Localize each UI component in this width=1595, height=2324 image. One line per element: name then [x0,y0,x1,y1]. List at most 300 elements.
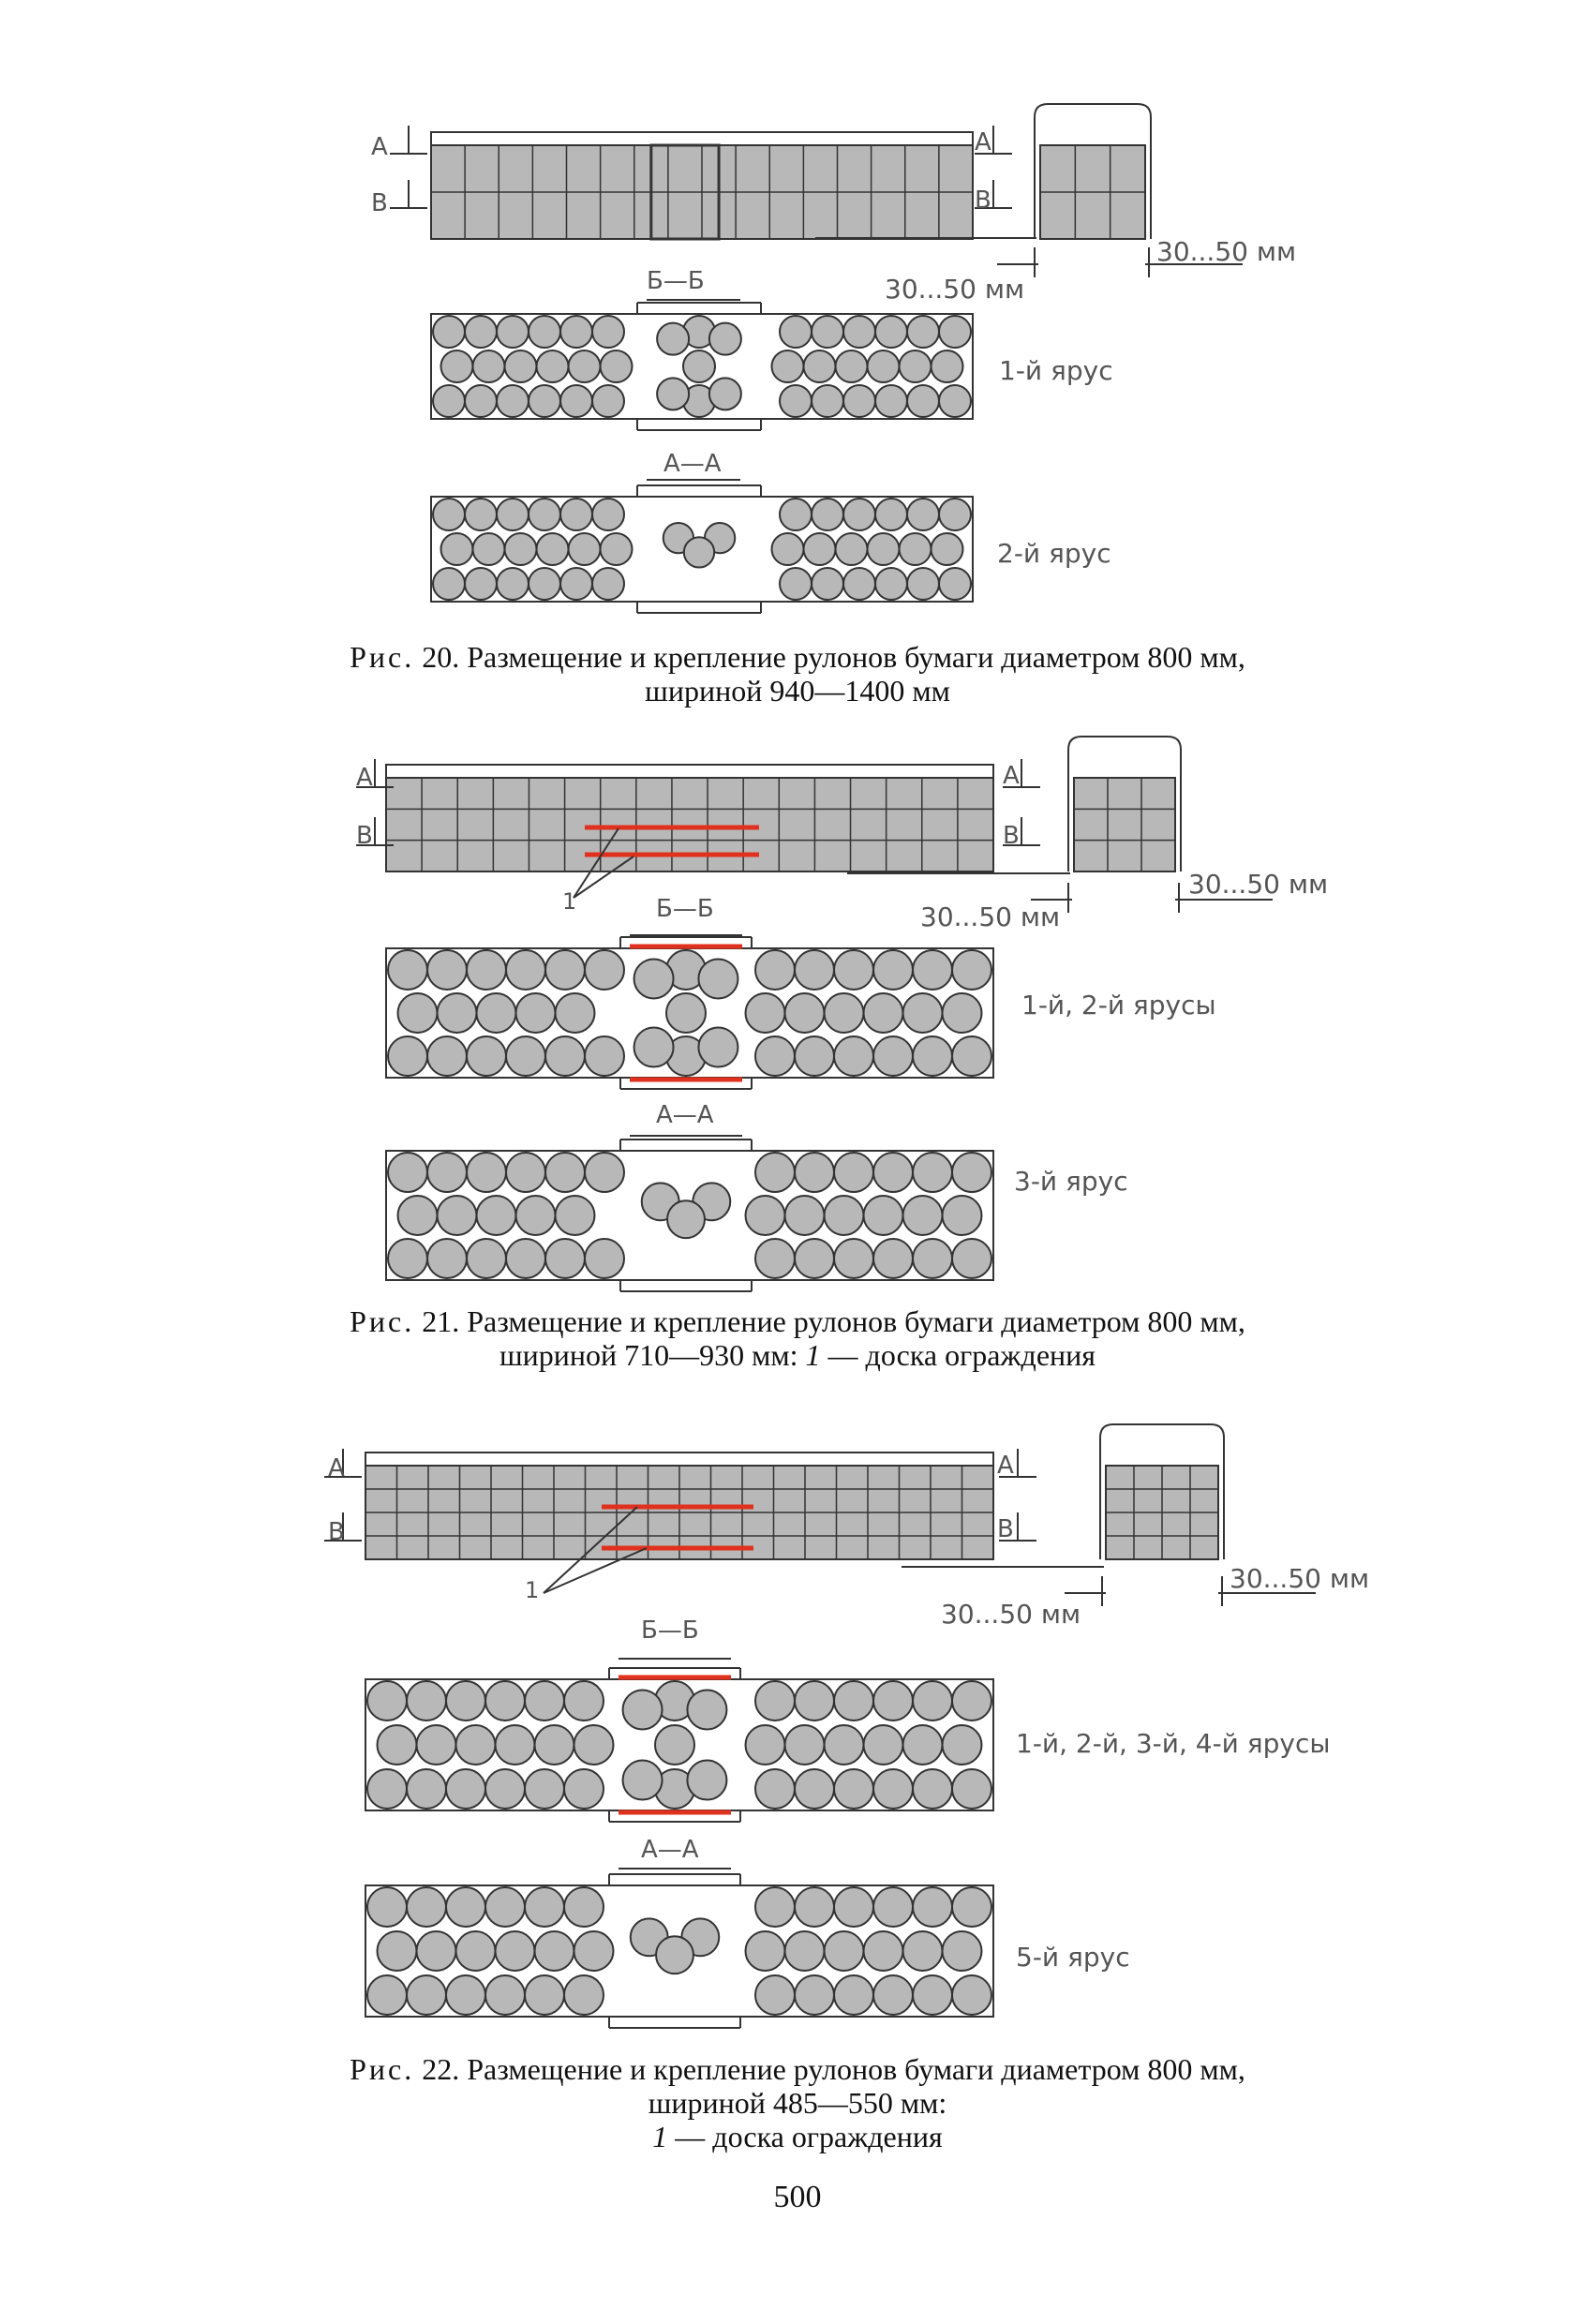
ruler-label-b-right: В [975,186,991,215]
paper-roll [535,1931,574,1971]
paper-roll [556,1196,595,1235]
caption-lead: Рис. [350,1304,415,1338]
paper-roll [864,1931,903,1971]
paper-roll [516,1196,556,1235]
paper-roll [407,1887,446,1927]
paper-roll [834,1036,873,1076]
ruler-label-a: А [371,133,388,161]
paper-roll [388,950,427,990]
paper-roll [939,385,971,417]
paper-roll [441,533,473,565]
paper-roll [873,1769,913,1809]
section-label-b: Б—Б [641,1616,699,1645]
tier-label-1: 1-й, 2-й, 3-й, 4-й ярусы [1016,1728,1331,1759]
paper-roll [913,950,952,990]
paper-roll [433,316,465,348]
paper-roll [467,1036,506,1076]
paper-roll [825,1196,864,1235]
paper-roll [873,1239,913,1278]
tier-label-2: 2-й ярус [997,538,1111,569]
paper-roll [864,993,903,1033]
tier-label-1: 1-й, 2-й ярусы [1021,990,1216,1020]
paper-roll [785,1196,825,1235]
paper-roll [903,1725,943,1765]
paper-roll [698,959,738,998]
section-label-b: Б—Б [656,895,714,923]
section-a-view [431,480,973,613]
paper-roll [746,1196,785,1235]
paper-roll [939,499,971,530]
paper-roll [473,350,505,382]
callout-label: 1 [525,1577,540,1603]
paper-roll [485,1769,525,1809]
figure-22-drawing [0,1406,1595,2062]
paper-roll [952,950,991,990]
section-b-view [386,935,993,1089]
paper-roll [545,1036,585,1076]
paper-roll [537,533,569,565]
paper-roll [812,499,843,530]
paper-roll [913,1975,952,2015]
paper-roll [873,1036,913,1076]
paper-roll [755,1036,795,1076]
paper-roll [687,1761,726,1800]
paper-roll [804,533,836,565]
ruler-label-a-right: А [1003,762,1020,790]
paper-roll [873,1887,913,1927]
paper-roll [657,323,689,355]
paper-roll [943,1725,982,1765]
caption-line-2: шириной 485—550 мм: [648,2086,947,2120]
paper-roll [900,350,932,382]
section-b-view [365,1659,993,1822]
paper-roll [417,1931,456,1971]
paper-roll [564,1769,604,1809]
paper-roll [367,1975,407,2015]
paper-roll [746,1725,785,1765]
paper-roll [525,1887,564,1927]
wagon-roof [431,132,973,145]
gap-label-right: 30...50 мм [1156,236,1297,267]
paper-roll [506,1036,545,1076]
paper-roll [834,1769,873,1809]
paper-roll [834,1153,873,1192]
paper-roll [388,1239,427,1278]
figure-21-caption [0,1304,1595,1372]
paper-roll [687,1690,726,1729]
figure-22-caption [0,2052,1595,2153]
paper-roll [755,950,795,990]
caption-line-1: 21. Размещение и крепление рулонов бумаги диаметром 800 мм, [422,1304,1245,1338]
paper-roll [623,1761,663,1800]
paper-roll [943,1196,982,1235]
paper-roll [825,1725,864,1765]
paper-roll [585,1239,624,1278]
paper-roll [656,1936,693,1974]
paper-roll [875,499,907,530]
paper-roll [952,1681,991,1721]
paper-roll [564,1887,604,1927]
paper-roll [467,950,506,990]
paper-roll [657,378,689,410]
paper-roll [585,1036,624,1076]
paper-roll [465,316,497,348]
paper-roll [592,568,624,600]
paper-roll [667,1200,705,1238]
paper-roll [427,1239,467,1278]
paper-roll [952,1036,991,1076]
paper-roll [812,316,843,348]
paper-roll [427,950,467,990]
paper-roll [516,993,556,1033]
paper-roll [913,1036,952,1076]
side-view [356,759,1040,872]
paper-roll [834,1975,873,2015]
paper-roll [785,1931,825,1971]
paper-roll [496,1725,535,1765]
paper-roll [477,993,516,1033]
paper-roll [655,1725,694,1765]
paper-roll [913,1681,952,1721]
paper-roll [623,1690,663,1729]
paper-roll [873,950,913,990]
paper-roll [834,1239,873,1278]
wagon-roof [386,765,993,778]
paper-roll [755,1153,795,1192]
side-view [390,126,1012,239]
paper-roll [683,350,715,382]
gap-label-right: 30...50 мм [1230,1563,1370,1594]
paper-roll [795,1975,834,2015]
wagon-roof [365,1452,993,1466]
paper-roll [438,993,477,1033]
paper-roll [438,1196,477,1235]
paper-roll [684,537,714,567]
paper-roll [485,1681,525,1721]
end-stack [1074,778,1175,872]
paper-roll [456,1931,496,1971]
paper-roll [367,1887,407,1927]
paper-roll [378,1725,417,1765]
paper-roll [913,1153,952,1192]
paper-roll [873,1975,913,2015]
ruler-label-a-right: А [975,128,991,156]
paper-roll [952,1239,991,1278]
figure-22 [0,1406,1595,2062]
paper-roll [398,1196,438,1235]
gap-label-left: 30...50 мм [941,1599,1081,1630]
paper-roll [388,1153,427,1192]
paper-roll [560,499,592,530]
paper-roll [836,533,868,565]
paper-roll [952,1975,991,2015]
paper-roll [506,1239,545,1278]
paper-roll [467,1153,506,1192]
ruler-label-b-right: В [1003,822,1020,850]
paper-roll [574,1725,614,1765]
paper-roll [367,1769,407,1809]
paper-roll [907,316,939,348]
paper-roll [843,385,875,417]
caption-line-2: шириной 710—930 мм: [499,1338,806,1372]
ruler-label-b: В [371,189,388,217]
paper-roll [601,533,633,565]
paper-roll [939,568,971,600]
paper-roll [560,568,592,600]
paper-roll [407,1681,446,1721]
paper-roll [456,1725,496,1765]
paper-roll [497,568,529,600]
paper-roll [804,350,836,382]
paper-roll [907,568,939,600]
paper-roll [864,1725,903,1765]
paper-roll [477,1196,516,1235]
paper-roll [407,1769,446,1809]
paper-roll [535,1725,574,1765]
paper-roll [834,950,873,990]
section-label-a: А—А [641,1836,699,1864]
paper-roll [812,385,843,417]
paper-roll [529,568,560,600]
paper-roll [560,316,592,348]
paper-roll [592,499,624,530]
paper-roll [398,993,438,1033]
paper-roll [592,316,624,348]
paper-roll [795,1239,834,1278]
tier-label-2: 5-й ярус [1016,1942,1130,1973]
figure-20 [0,0,1595,656]
paper-roll [497,316,529,348]
paper-roll [417,1725,456,1765]
paper-roll [943,993,982,1033]
paper-roll [446,1887,485,1927]
paper-roll [755,1239,795,1278]
paper-roll [585,950,624,990]
paper-roll [556,993,595,1033]
caption-lead: Рис. [350,640,415,674]
paper-roll [907,385,939,417]
paper-roll [388,1036,427,1076]
ruler-label-a: А [356,764,373,792]
gap-label-left: 30...50 мм [920,901,1061,932]
paper-roll [903,1931,943,1971]
paper-roll [939,316,971,348]
paper-roll [913,1887,952,1927]
paper-roll [407,1975,446,2015]
paper-roll [485,1887,525,1927]
paper-roll [529,316,560,348]
gap-label-left: 30...50 мм [885,274,1025,305]
section-b-view [431,300,973,430]
paper-roll [485,1975,525,2015]
ruler-label-b-right: В [997,1515,1014,1543]
paper-roll [569,533,601,565]
paper-roll [465,499,497,530]
wagon-body [386,778,993,872]
paper-roll [755,1681,795,1721]
paper-roll [446,1769,485,1809]
paper-roll [795,1153,834,1192]
paper-roll [834,1681,873,1721]
figure-20-caption [0,640,1595,708]
caption-number: 1 [805,1338,821,1372]
paper-roll [932,533,963,565]
section-a-view [365,1869,993,2028]
ruler-label-a: А [328,1454,345,1482]
ruler-label-a-right: А [997,1452,1014,1480]
paper-roll [812,568,843,600]
caption-line-3-tail: — доска ограждения [667,2120,943,2153]
paper-roll [795,1769,834,1809]
paper-roll [795,950,834,990]
paper-roll [875,385,907,417]
paper-roll [525,1975,564,2015]
paper-roll [433,385,465,417]
paper-roll [746,993,785,1033]
paper-roll [836,350,868,382]
paper-roll [564,1681,604,1721]
paper-roll [795,1036,834,1076]
paper-roll [497,499,529,530]
paper-roll [634,1028,674,1067]
paper-roll [780,568,812,600]
paper-roll [505,350,537,382]
paper-roll [496,1931,535,1971]
paper-roll [709,323,741,355]
paper-roll [433,499,465,530]
paper-roll [875,316,907,348]
paper-roll [467,1239,506,1278]
paper-roll [545,950,585,990]
paper-roll [755,1887,795,1927]
paper-roll [378,1931,417,1971]
section-label-a: А—А [663,450,722,478]
caption-line-1: 22. Размещение и крепление рулонов бумаги диаметром 800 мм, [422,2052,1245,2086]
paper-roll [952,1887,991,1927]
paper-roll [780,385,812,417]
paper-roll [785,1725,825,1765]
paper-roll [592,385,624,417]
callout-label: 1 [562,888,577,915]
paper-roll [529,499,560,530]
side-view [324,1449,1036,1559]
paper-roll [564,1975,604,2015]
caption-lead: Рис. [350,2052,415,2086]
gap-label-right: 30...50 мм [1188,869,1329,900]
paper-roll [585,1153,624,1192]
paper-roll [772,350,804,382]
paper-roll [843,316,875,348]
paper-roll [772,533,804,565]
paper-roll [943,1931,982,1971]
paper-roll [529,385,560,417]
paper-roll [497,385,529,417]
paper-roll [834,1887,873,1927]
paper-roll [900,533,932,565]
paper-roll [755,1975,795,2015]
paper-roll [666,993,706,1033]
paper-roll [506,950,545,990]
paper-roll [441,350,473,382]
caption-line-2-tail: — доска ограждения [820,1338,1096,1372]
paper-roll [634,959,674,998]
tier-label-1: 1-й ярус [999,355,1113,386]
ruler-label-b: В [328,1518,345,1546]
figure-21-drawing [0,731,1595,1312]
paper-roll [525,1769,564,1809]
paper-roll [875,568,907,600]
page-number: 500 [773,2180,822,2214]
paper-roll [367,1681,407,1721]
section-label-b: Б—Б [647,267,705,295]
figure-20-drawing [0,0,1595,656]
paper-roll [903,1196,943,1235]
ruler-label-b: В [356,822,373,850]
paper-roll [545,1153,585,1192]
paper-roll [795,1681,834,1721]
paper-roll [780,499,812,530]
paper-roll [873,1153,913,1192]
paper-roll [433,568,465,600]
paper-roll [868,350,900,382]
paper-roll [465,568,497,600]
paper-roll [785,993,825,1033]
paper-roll [903,993,943,1033]
caption-line-2: шириной 940—1400 мм [645,674,950,708]
paper-roll [952,1769,991,1809]
paper-roll [574,1931,614,1971]
paper-roll [506,1153,545,1192]
paper-roll [913,1239,952,1278]
section-label-a: А—А [656,1101,714,1129]
paper-roll [825,993,864,1033]
paper-roll [843,568,875,600]
paper-roll [601,350,633,382]
paper-roll [932,350,963,382]
caption-number: 1 [652,2120,668,2153]
paper-roll [698,1028,738,1067]
paper-roll [755,1769,795,1809]
paper-roll [446,1681,485,1721]
caption-line-1: 20. Размещение и крепление рулонов бумаги диаметром 800 мм, [422,640,1245,674]
paper-roll [746,1931,785,1971]
paper-roll [907,499,939,530]
paper-roll [473,533,505,565]
paper-roll [525,1681,564,1721]
paper-roll [446,1975,485,2015]
tier-label-2: 3-й ярус [1014,1166,1128,1197]
paper-roll [780,316,812,348]
paper-roll [505,533,537,565]
paper-roll [825,1931,864,1971]
paper-roll [465,385,497,417]
paper-roll [843,499,875,530]
paper-roll [868,533,900,565]
paper-roll [427,1153,467,1192]
paper-roll [537,350,569,382]
paper-roll [560,385,592,417]
figure-21 [0,731,1595,1312]
paper-roll [545,1239,585,1278]
paper-roll [952,1153,991,1192]
paper-roll [795,1887,834,1927]
paper-roll [873,1681,913,1721]
paper-roll [709,378,741,410]
paper-roll [427,1036,467,1076]
paper-roll [864,1196,903,1235]
paper-roll [913,1769,952,1809]
paper-roll [569,350,601,382]
